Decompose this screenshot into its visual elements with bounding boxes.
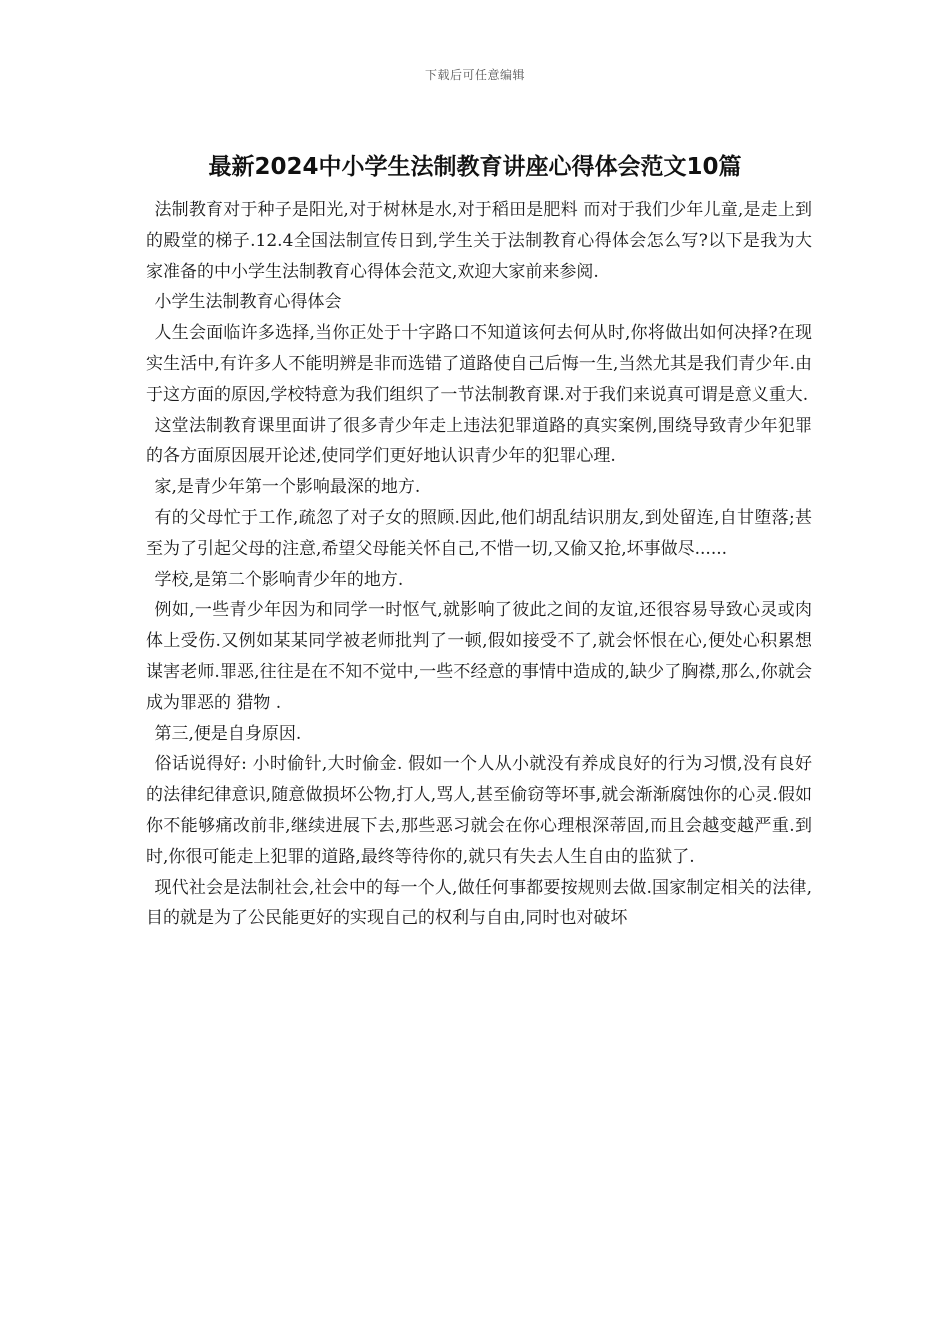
- paragraph-intro: 法制教育对于种子是阳光,对于树林是水,对于稻田是肥料 而对于我们少年儿童,是走上到的殿堂的梯子.12.4全国法制宣传日到,学生关于法制教育心得体会怎么写?以下是我为大家准备的中小学生法制教育心得体会范文,欢迎大家前来参阅.: [146, 200, 812, 282]
- paragraph: 俗话说得好: 小时偷针,大时偷金. 假如一个人从小就没有养成良好的行为习惯,没有良好的法律纪律意识,随意做损坏公物,打人,骂人,甚至偷窃等坏事,就会渐渐腐蚀你的心灵.假如你不能够痛改前非,继续进展下去,那些恶习就会在你心理根深蒂固,而且会越变越严重.到时,你很可能走上犯罪的道路,最终等待你的,就只有失去人生自由的监狱了.: [146, 754, 812, 867]
- paragraph: 有的父母忙于工作,疏忽了对子女的照顾.因此,他们胡乱结识朋友,到处留连,自甘堕落;甚至为了引起父母的注意,希望父母能关怀自己,不惜一切,又偷又抢,坏事做尽......: [146, 507, 812, 559]
- paragraph: 这堂法制教育课里面讲了很多青少年走上违法犯罪道路的真实案例,围绕导致青少年犯罪的各方面原因展开论述,使同学们更好地认识青少年的犯罪心理.: [146, 415, 812, 467]
- paragraph: 学校,是第二个影响青少年的地方.: [154, 569, 404, 590]
- paragraph: 现代社会是法制社会,社会中的每一个人,做任何事都要按规则去做.国家制定相关的法律,目的就是为了公民能更好的实现自己的权利与自由,同时也对破坏: [146, 877, 812, 929]
- paragraph: 人生会面临许多选择,当你正处于十字路口不知道该何去何从时,你将做出如何决择?在现实生活中,有许多人不能明辨是非而选错了道路使自己后悔一生,当然尤其是我们青少年.由于这方面的原因,学校特意为我们组织了一节法制教育课.对于我们来说真可谓是意义重大.: [146, 323, 812, 405]
- document-body: [146, 195, 812, 934]
- page-header-note: 下载后可任意编辑: [424, 68, 525, 82]
- paragraph: 第三,便是自身原因.: [154, 723, 302, 744]
- paragraph: 家,是青少年第一个影响最深的地方.: [154, 477, 421, 498]
- paragraph: 例如,一些青少年因为和同学一时怄气,就影响了彼此之间的友谊,还很容易导致心灵或肉体上受伤.又例如某某同学被老师批判了一顿,假如接受不了,就会怀恨在心,便处心积累想谋害老师.罪恶,往往是在不知不觉中,一些不经意的事情中造成的,缺少了胸襟,那么,你就会成为罪恶的 猎物 .: [146, 600, 812, 713]
- paragraph-subheading: 小学生法制教育心得体会: [154, 292, 342, 313]
- document-title: 最新2024中小学生法制教育讲座心得体会范文10篇: [208, 154, 742, 180]
